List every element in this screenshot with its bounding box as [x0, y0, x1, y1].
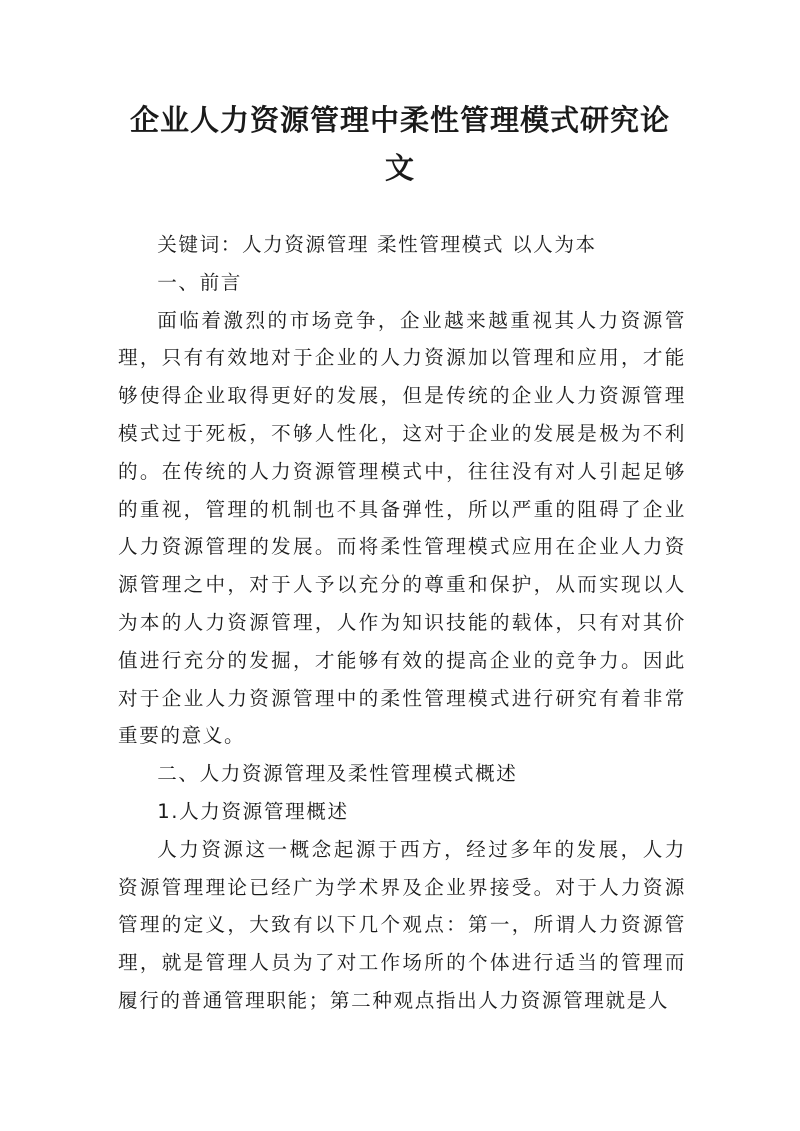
paragraph-preface: 面临着激烈的市场竞争，企业越来越重视其人力资源管理，只有有效地对于企业的人力资源加以管理和应用，才能够使得企业取得更好的发展，但是传统的企业人力资源管理模式过于死板，不够人性化，这对于企业的发展是极为不利的。在传统的人力资源管理模式中，往往没有对人引起足够的重视，管理的机制也不具备弹性，所以严重的阻碍了企业人力资源管理的发展。而将柔性管理模式应用在企业人力资源管理之中，对于人予以充分的尊重和保护，从而实现以人为本的人力资源管理，人作为知识技能的载体，只有对其价值进行充分的发掘，才能够有效的提高企业的竞争力。因此对于企业人力资源管理中的柔性管理模式进行研究有着非常重要的意义。: [118, 308, 686, 748]
keywords-line: 关键词：人力资源管理 柔性管理模式 以人为本: [157, 233, 597, 256]
document-title: 企业人力资源管理中柔性管理模式研究论文: [129, 103, 670, 185]
document-body: [118, 226, 686, 1020]
paragraph-hrm-overview: 人力资源这一概念起源于西方，经过多年的发展，人力资源管理理论已经广为学术界及企业界接受。对于人力资源管理的定义，大致有以下几个观点：第一，所谓人力资源管理，就是管理人员为了对工作场所的个体进行适当的管理而履行的普通管理职能；第二种观点指出人力资源管理就是人: [118, 837, 686, 1012]
subsection-heading-hrm: 1.人力资源管理概述: [157, 799, 349, 823]
section-heading-preface: 一、前言: [157, 270, 242, 294]
section-heading-overview: 二、人力资源管理及柔性管理模式概述: [157, 762, 518, 786]
